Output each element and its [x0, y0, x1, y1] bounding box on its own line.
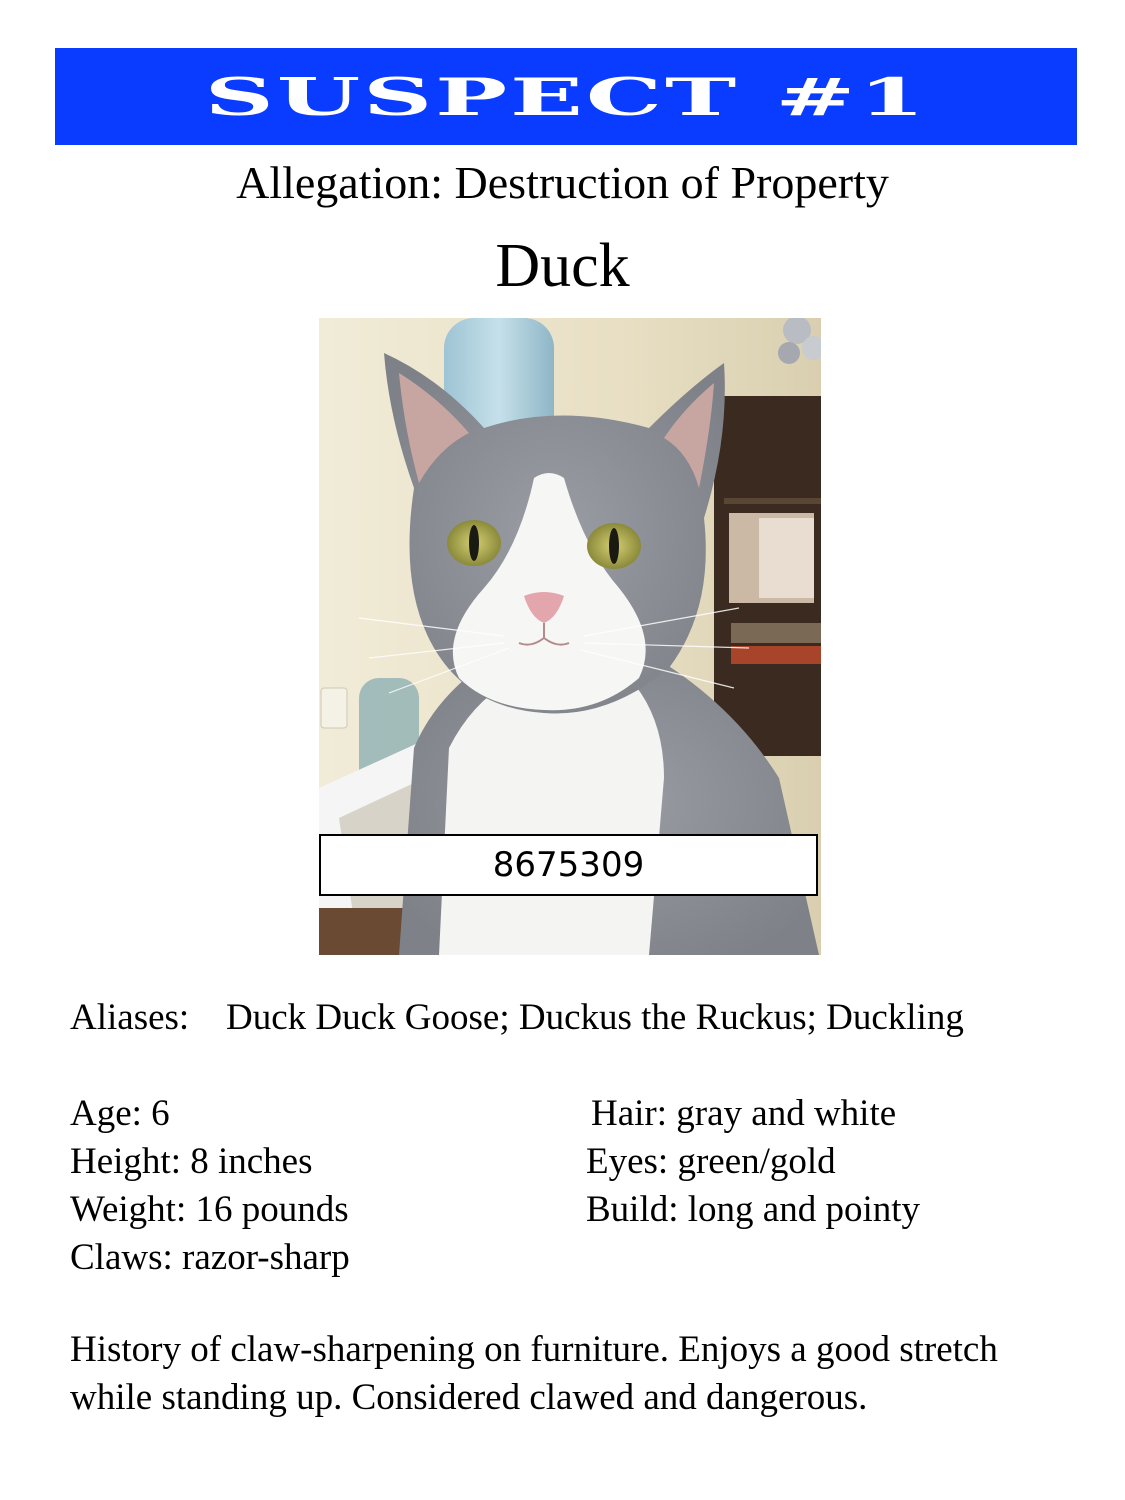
aliases-label: Aliases:	[70, 997, 190, 1038]
history-description	[70, 1326, 1090, 1422]
detail-weight: Weight: 16 pounds	[70, 1189, 349, 1230]
description-line-1: History of claw-sharpening on furniture. Enjoys a good stretch	[70, 1329, 998, 1370]
suspect-banner	[55, 48, 1077, 145]
description-line-2: while standing up. Considered clawed and dangerous.	[70, 1377, 868, 1418]
id-number-placard: 8675309	[319, 834, 818, 896]
allegation-text: Allegation: Destruction of Property	[236, 157, 889, 208]
detail-claws: Claws: razor-sharp	[70, 1237, 350, 1278]
detail-age: Age: 6	[70, 1093, 170, 1134]
banner-title: SUSPECT #1	[204, 66, 928, 127]
suspect-name: Duck	[495, 232, 630, 300]
detail-height: Height: 8 inches	[70, 1141, 313, 1182]
detail-eyes: Eyes: green/gold	[586, 1141, 836, 1182]
detail-hair: Hair: gray and white	[591, 1093, 897, 1134]
detail-build: Build: long and pointy	[586, 1189, 921, 1230]
aliases-value: Duck Duck Goose; Duckus the Ruckus; Duckling	[226, 997, 964, 1038]
